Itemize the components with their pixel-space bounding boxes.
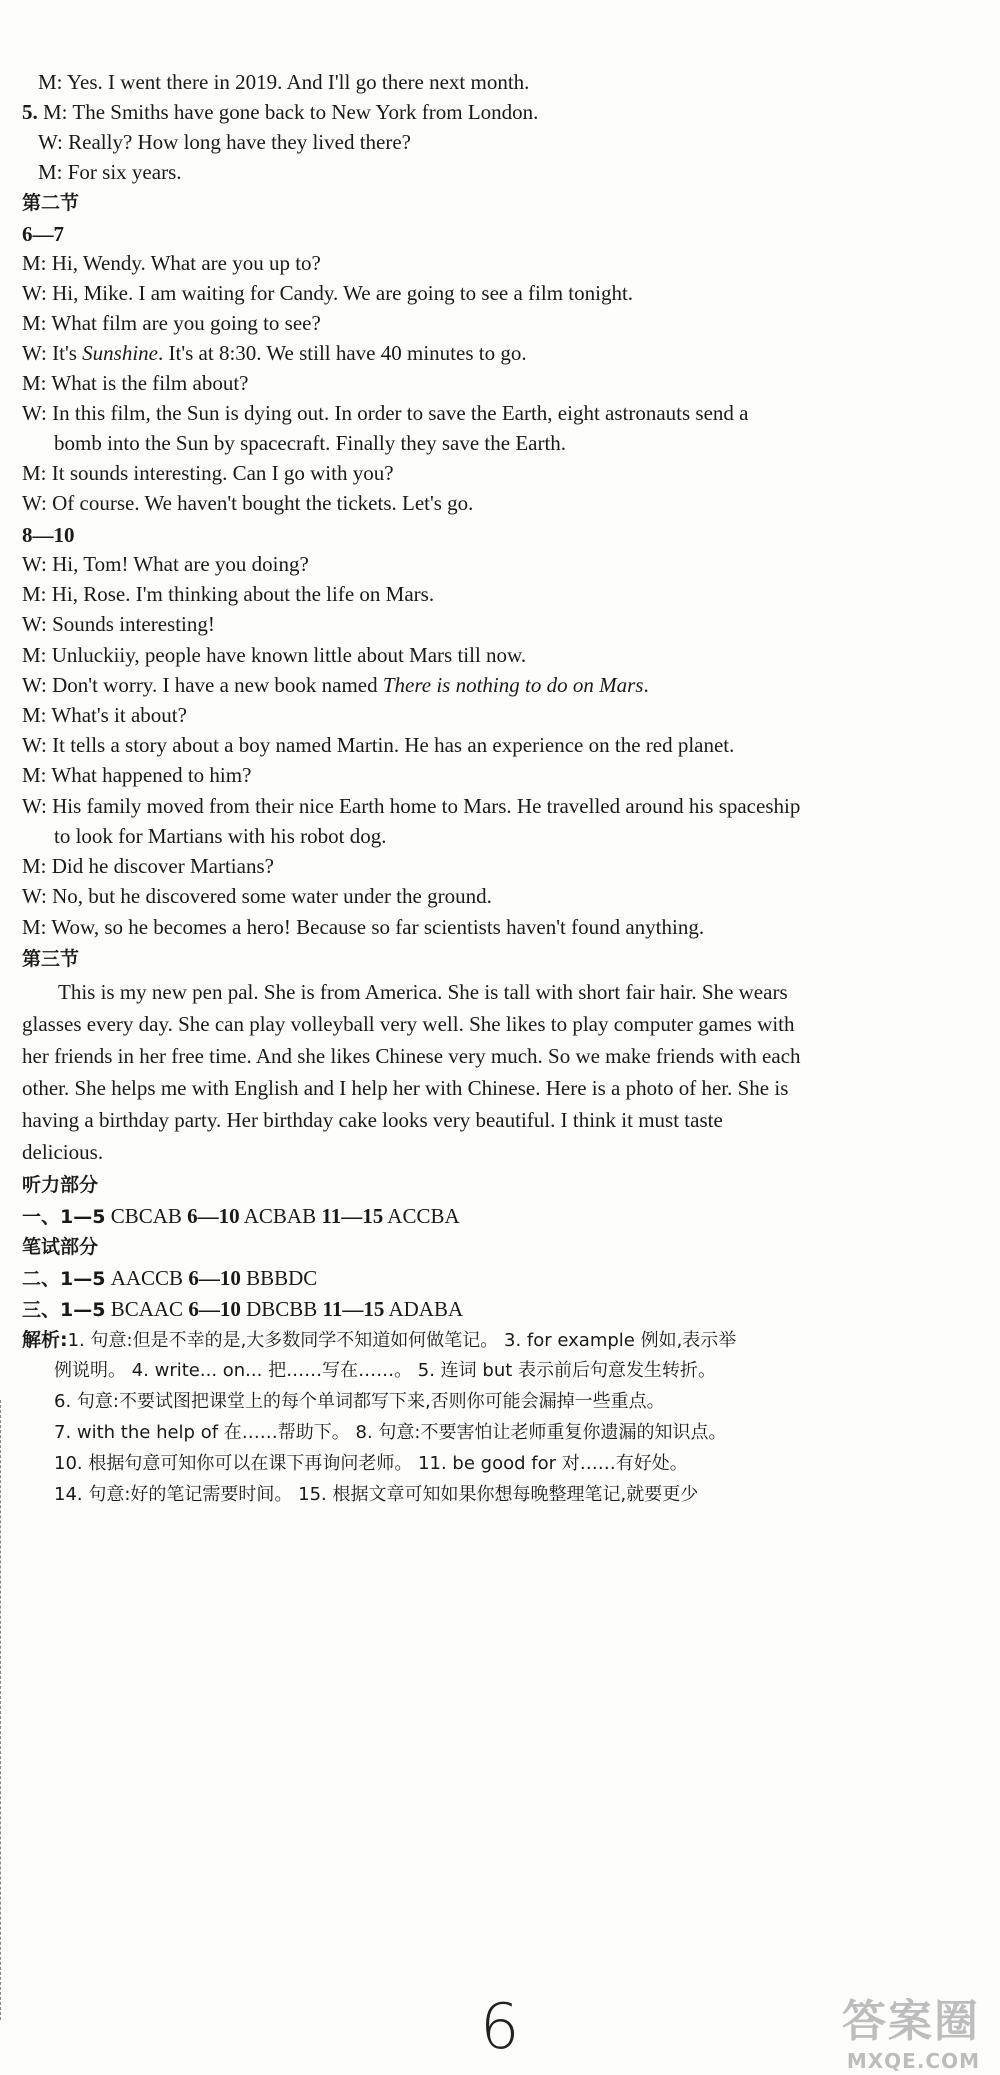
dialogue-line: W: Really? How long have they lived there?	[38, 130, 412, 154]
group-label: 6—7	[22, 222, 64, 246]
explanation-line: 例说明。 4. write... on... 把……写在……。 5. 连词 but 表示前后句意发生转折。	[54, 1360, 717, 1381]
dialogue-line: M: What film are you going to see?	[22, 311, 321, 335]
dialogue-line: M: Yes. I went there in 2019. And I'll go there next month.	[38, 70, 530, 94]
answer-row: 二、1—5 AACCB 6—10 BBBDC	[22, 1266, 318, 1290]
dialogue-line: W: His family moved from their nice Earth home to Mars. He travelled around his spaceship	[22, 794, 801, 818]
dialogue-line: W: In this film, the Sun is dying out. In order to save the Earth, eight astronauts send a	[22, 401, 749, 425]
explanation-line: 6. 句意:不要试图把课堂上的每个单词都写下来,否则你可能会漏掉一些重点。	[54, 1391, 665, 1412]
dialogue-line: to look for Martians with his robot dog.	[54, 824, 387, 848]
dialogue-line: M: Hi, Wendy. What are you up to?	[22, 251, 321, 275]
dialogue-line: M: Hi, Rose. I'm thinking about the life on Mars.	[22, 582, 435, 606]
explanation-line: 解析:1. 句意:但是不幸的是,大多数同学不知道如何做笔记。 3. for example 例如,表示举	[22, 1329, 737, 1351]
passage-line: delicious.	[22, 1140, 104, 1164]
dialogue-line: W: Hi, Tom! What are you doing?	[22, 552, 309, 576]
dialogue-line: M: For six years.	[38, 160, 182, 184]
dialogue-line: M: What is the film about?	[22, 371, 249, 395]
passage-line: other. She helps me with English and I help her with Chinese. Here is a photo of her. She is	[22, 1076, 789, 1100]
dialogue-line: W: It tells a story about a boy named Martin. He has an experience on the red planet.	[22, 733, 735, 757]
binding-margin	[0, 1400, 15, 2020]
dialogue-line: M: Wow, so he becomes a hero! Because so far scientists haven't found anything.	[22, 915, 705, 939]
passage-line: her friends in her free time. And she likes Chinese very much. So we make friends with each	[22, 1044, 801, 1068]
dialogue-line: W: Of course. We haven't bought the tickets. Let's go.	[22, 491, 474, 515]
written-heading: 笔试部分	[22, 1236, 99, 1258]
dialogue-line: 5. M: The Smiths have gone back to New York from London.	[22, 100, 539, 124]
dialogue-line: W: Sounds interesting!	[22, 612, 215, 636]
dialogue-line: M: What's it about?	[22, 703, 187, 727]
dialogue-line: M: Did he discover Martians?	[22, 854, 274, 878]
section-heading: 第三节	[22, 948, 80, 970]
answer-row: 三、1—5 BCAAC 6—10 DBCBB 11—15 ADABA	[22, 1297, 464, 1321]
dialogue-line: M: What happened to him?	[22, 763, 252, 787]
section-heading: 第二节	[22, 192, 80, 214]
watermark-logo: 答案圈 MXQE.COM	[842, 1996, 980, 2073]
dialogue-line: M: It sounds interesting. Can I go with you?	[22, 461, 394, 485]
explanation-line: 14. 句意:好的笔记需要时间。 15. 根据文章可知如果你想每晚整理笔记,就要更少	[54, 1484, 699, 1505]
dialogue-line: W: It's Sunshine. It's at 8:30. We still have 40 minutes to go.	[22, 341, 527, 365]
listening-heading: 听力部分	[22, 1174, 99, 1196]
handwritten-page-number: 6	[480, 1990, 520, 2063]
group-label: 8—10	[22, 523, 75, 547]
passage-line: This is my new pen pal. She is from America. She is tall with short fair hair. She wears	[58, 980, 788, 1004]
dialogue-line: W: Don't worry. I have a new book named There is nothing to do on Mars.	[22, 673, 649, 697]
passage-line: having a birthday party. Her birthday cake looks very beautiful. I think it must taste	[22, 1108, 723, 1132]
dialogue-line: W: No, but he discovered some water under the ground.	[22, 884, 492, 908]
passage-line: glasses every day. She can play volleyball very well. She likes to play computer games with	[22, 1012, 795, 1036]
explanation-line: 10. 根据句意可知你可以在课下再询问老师。 11. be good for 对……有好处。	[54, 1453, 688, 1474]
answer-row: 一、1—5 CBCAB 6—10 ACBAB 11—15 ACCBA	[22, 1204, 460, 1228]
dialogue-line: M: Unluckiiy, people have known little about Mars till now.	[22, 643, 527, 667]
dialogue-line: W: Hi, Mike. I am waiting for Candy. We are going to see a film tonight.	[22, 281, 634, 305]
dialogue-line: bomb into the Sun by spacecraft. Finally they save the Earth.	[54, 431, 567, 455]
explanation-line: 7. with the help of 在……帮助下。 8. 句意:不要害怕让老师重复你遗漏的知识点。	[54, 1422, 727, 1443]
